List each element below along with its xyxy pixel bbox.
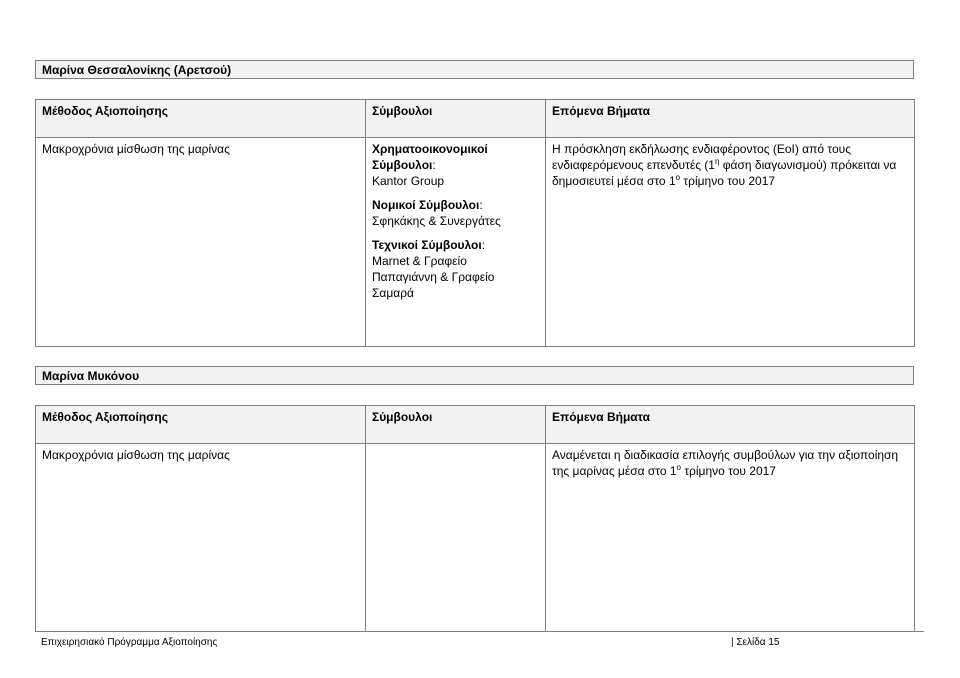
header-method: Μέθοδος Αξιοποίησης xyxy=(36,100,366,138)
section-title-thessaloniki: Μαρίνα Θεσσαλονίκης (Αρετσού) xyxy=(35,60,914,79)
next-steps-cell xyxy=(546,138,915,347)
table-thessaloniki xyxy=(35,99,915,347)
technical-advisors xyxy=(372,237,539,301)
section-title-mykonos: Μαρίνα Μυκόνου xyxy=(35,366,914,385)
advisors-cell xyxy=(366,444,546,632)
table-header-row xyxy=(36,100,915,138)
footer-page-number: | Σελίδα 15 xyxy=(731,637,780,648)
next-steps-text: τρίμηνο του 2017 xyxy=(680,174,776,188)
header-method: Μέθοδος Αξιοποίησης xyxy=(36,406,366,444)
header-advisors: Σύμβουλοι xyxy=(366,406,546,444)
technical-advisor-line: Παπαγιάννη & Γραφείο xyxy=(372,270,495,284)
legal-advisors-title: Νομικοί Σύμβουλοι xyxy=(372,198,480,212)
header-next-steps: Επόμενα Βήματα xyxy=(546,406,915,444)
method-cell: Μακροχρόνια μίσθωση της μαρίνας xyxy=(36,444,366,632)
colon: : xyxy=(432,158,436,172)
table-header-row xyxy=(36,406,915,444)
advisors-cell xyxy=(366,138,546,347)
next-steps-text: φάση διαγωνισμού) πρόκειται να δημοσιευτεί μέσα στο 1 xyxy=(552,158,897,188)
next-steps-text: τρίμηνο του 2017 xyxy=(680,464,776,478)
technical-advisor-line: Σαμαρά xyxy=(372,286,414,300)
next-steps-cell xyxy=(546,444,915,632)
superscript: ο xyxy=(676,463,681,472)
next-steps-text: Αναμένεται η διαδικασία επιλογής συμβούλων για την αξιοποίηση της μαρίνας μέσα στο 1 xyxy=(552,448,899,478)
header-next-steps: Επόμενα Βήματα xyxy=(546,100,915,138)
table-row xyxy=(36,444,915,632)
legal-advisor-name: Σφηκάκης & Συνεργάτες xyxy=(372,214,501,228)
financial-advisors xyxy=(372,141,539,189)
page-footer xyxy=(35,631,924,652)
legal-advisors xyxy=(372,197,539,229)
table-row xyxy=(36,138,915,347)
financial-advisor-name: Kantor Group xyxy=(372,174,445,188)
colon: : xyxy=(481,238,486,252)
colon: : xyxy=(479,198,483,212)
table-mykonos xyxy=(35,405,915,632)
financial-advisors-title: Χρηματοοικονομικοί Σύμβουλοι xyxy=(372,142,488,172)
technical-advisor-line: Marnet & Γραφείο xyxy=(372,254,467,268)
method-cell: Μακροχρόνια μίσθωση της μαρίνας xyxy=(36,138,366,347)
technical-advisors-title: Τεχνικοί Σύμβουλοι xyxy=(372,238,482,252)
next-steps-text: Η πρόσκληση εκδήλωσης ενδιαφέροντος (EoI) από τους ενδιαφερόμενους επενδυτές (1 xyxy=(552,142,851,172)
superscript: ο xyxy=(675,173,681,182)
superscript: η xyxy=(714,157,720,166)
footer-document-title: Επιχειρησιακό Πρόγραμμα Αξιοποίησης xyxy=(41,637,218,648)
header-advisors: Σύμβουλοι xyxy=(366,100,546,138)
